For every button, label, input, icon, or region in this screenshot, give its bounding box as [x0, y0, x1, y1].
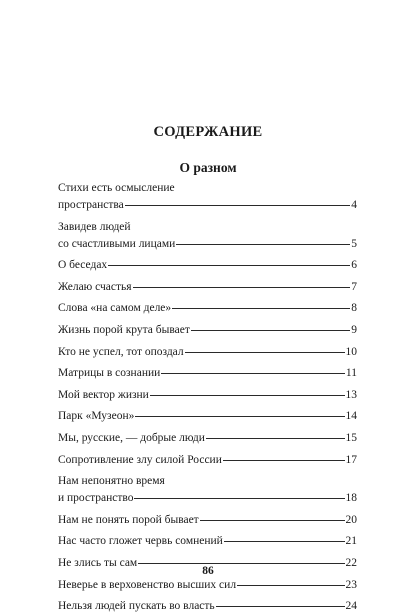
toc-page-number: 5	[351, 237, 357, 250]
toc-leader-line	[237, 585, 344, 586]
toc-entry-title: Неверье в верховенство высших сил	[58, 578, 237, 591]
toc-entry-title: Кто не успел, тот опоздал	[58, 345, 184, 358]
toc-entry	[58, 533, 357, 550]
toc-leader-line	[138, 563, 344, 564]
toc-entry-title: Слова «на самом деле»	[58, 302, 172, 315]
toc-leader-line	[200, 520, 345, 521]
toc-page-number: 11	[345, 367, 357, 380]
toc-entry	[58, 408, 357, 425]
toc-entry	[58, 279, 357, 296]
toc-page-number: 4	[351, 199, 357, 211]
toc-entry-title: со счастливыми лицами	[58, 237, 176, 250]
toc-entry-title: Мы, русские, — добрые люди	[58, 432, 205, 444]
toc-page-number: 20	[345, 513, 357, 526]
toc-page-number: 8	[351, 302, 357, 315]
toc-leader-line	[185, 352, 345, 353]
toc-page-number: 7	[351, 280, 357, 293]
toc-entry-title: Желаю счастья	[58, 280, 132, 293]
toc-leader-line	[135, 416, 344, 417]
toc-entry-title: Нам не понять порой бывает	[58, 513, 199, 526]
toc-entry-title: Сопротивление злу силой России	[58, 453, 222, 466]
toc-entry-title: О беседах	[58, 259, 108, 272]
page-number: 86	[202, 565, 214, 577]
toc-entry	[58, 473, 357, 507]
toc-leader-line	[172, 308, 350, 309]
toc-page-number: 17	[345, 453, 357, 466]
toc-leader-line	[206, 438, 345, 439]
toc-entry-title: Мой вектор жизни	[58, 388, 149, 401]
toc-entry	[58, 322, 357, 339]
toc-entry-title: Нам непонятно время	[58, 475, 165, 488]
toc-entry-title: Парк «Музеон»	[58, 410, 135, 423]
toc-entry	[58, 365, 357, 382]
toc-leader-line	[133, 287, 351, 288]
toc-entry	[58, 577, 357, 594]
toc-leader-line	[108, 265, 350, 266]
toc-leader-line	[191, 330, 350, 331]
toc-page-number: 14	[345, 410, 357, 423]
toc-leader-line	[223, 460, 345, 461]
page-title: СОДЕРЖАНИЕ	[153, 124, 263, 140]
toc-entry	[58, 257, 357, 274]
toc-entry	[58, 452, 357, 469]
toc-entry	[58, 387, 357, 404]
toc-entry-title: Матрицы в сознании	[58, 367, 161, 380]
toc-page-number: 24	[345, 600, 357, 613]
toc-leader-line	[161, 373, 345, 374]
toc-leader-line	[224, 541, 345, 542]
toc-page-number: 13	[345, 388, 357, 401]
toc-entry	[58, 512, 357, 529]
toc-entry-title: Стихи есть осмысление	[58, 182, 175, 194]
toc-leader-line	[150, 395, 345, 396]
toc-page-number: 9	[351, 324, 357, 336]
toc-entry-title: пространства	[58, 199, 124, 211]
toc-entry	[58, 219, 357, 253]
toc-page-number: 10	[345, 345, 357, 358]
toc-leader-line	[134, 498, 344, 499]
toc-page-number: 18	[345, 492, 357, 505]
toc-leader-line	[125, 205, 351, 206]
toc-page-number: 6	[351, 259, 357, 272]
toc-entry-title: Нельзя людей пускать во власть	[58, 600, 215, 613]
toc-entry-title: Нас часто гложет червь сомнений	[58, 535, 223, 548]
toc-leader-line	[216, 606, 345, 607]
toc-entry-title: и пространство	[58, 492, 134, 505]
toc-entry-title: Жизнь порой крута бывает	[58, 324, 190, 336]
toc-page-number: 21	[345, 535, 357, 548]
toc-entry	[58, 180, 357, 214]
toc-leader-line	[176, 244, 350, 245]
toc-entry-title: Завидев людей	[58, 220, 131, 233]
toc-entry	[58, 430, 357, 447]
toc-entry-title: Не злись ты сам	[58, 557, 138, 569]
toc-page-number: 22	[345, 557, 357, 569]
section-title: О разном	[179, 160, 237, 175]
toc-page-number: 15	[345, 432, 357, 444]
toc-page-number: 23	[345, 578, 357, 591]
toc-entry	[58, 300, 357, 317]
toc-entry	[58, 598, 357, 615]
toc-entry	[58, 344, 357, 361]
